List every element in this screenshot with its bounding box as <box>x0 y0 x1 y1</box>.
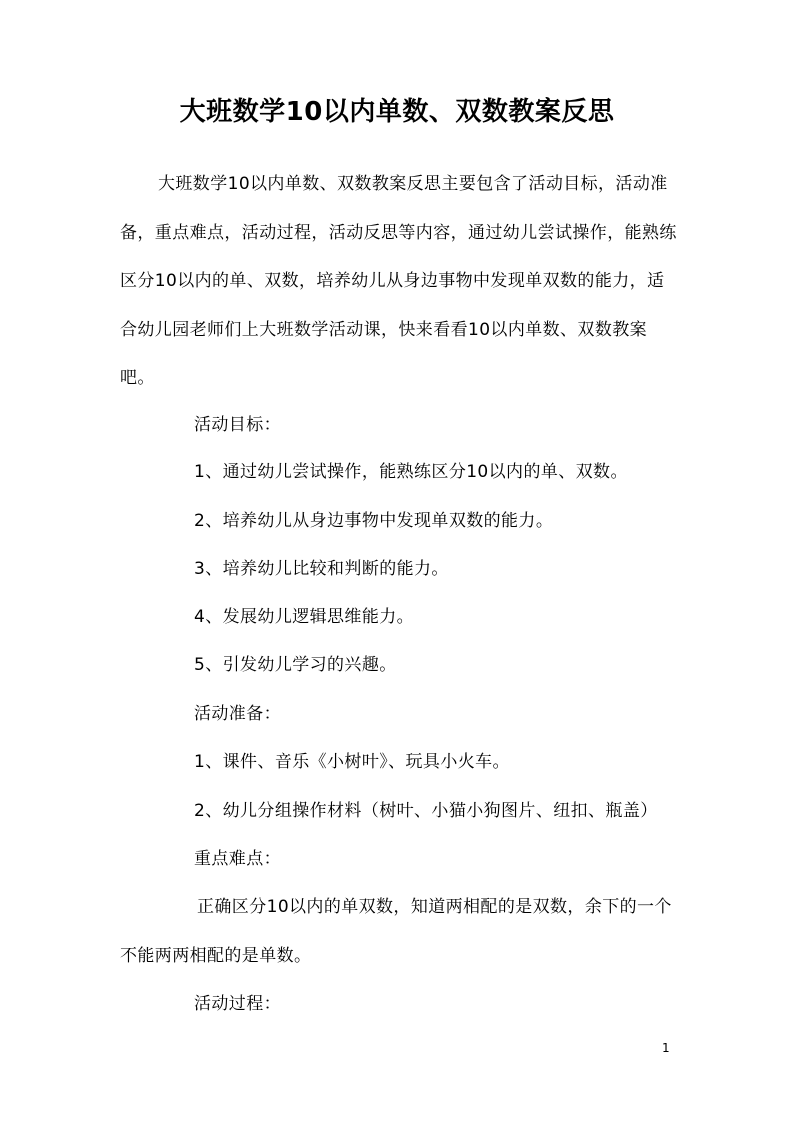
goal-item: 1、通过幼儿尝试操作，能熟练区分10以内的单、双数。 <box>194 462 628 482</box>
goal-item: 5、引发幼儿学习的兴趣。 <box>194 655 397 675</box>
key-points-paragraph: 正确区分10以内的单双数，知道两相配的是双数，余下的一个不能两两相配的是单数。 <box>120 897 672 966</box>
goal-item: 3、培养幼儿比较和判断的能力。 <box>194 559 449 579</box>
goals-heading: 活动目标： <box>194 415 281 435</box>
goal-item: 2、培养幼儿从身边事物中发现单双数的能力。 <box>194 511 554 531</box>
intro-paragraph: 大班数学10以内单数、双数教案反思主要包含了活动目标，活动准备，重点难点，活动过程，活动反思等内容，通过幼儿尝试操作，能熟练区分10以内的单、双数，培养幼儿从身边事物中发现单双数的能力，适合幼儿园老师们上大班数学活动课，快来看看10以内单数、双数教案吧。 <box>120 174 677 388</box>
page-number: 1 <box>662 1041 670 1055</box>
preparation-item: 2、幼儿分组操作材料（树叶、小猫小狗图片、纽扣、瓶盖） <box>194 801 658 821</box>
goal-item: 4、发展幼儿逻辑思维能力。 <box>194 607 415 627</box>
key-points-heading: 重点难点： <box>194 849 281 869</box>
preparation-item: 1、课件、音乐《小树叶》、玩具小火车。 <box>194 752 510 772</box>
preparation-heading: 活动准备： <box>194 704 281 724</box>
document-title: 大班数学10以内单数、双数教案反思 <box>179 97 615 127</box>
process-heading: 活动过程： <box>194 994 281 1014</box>
